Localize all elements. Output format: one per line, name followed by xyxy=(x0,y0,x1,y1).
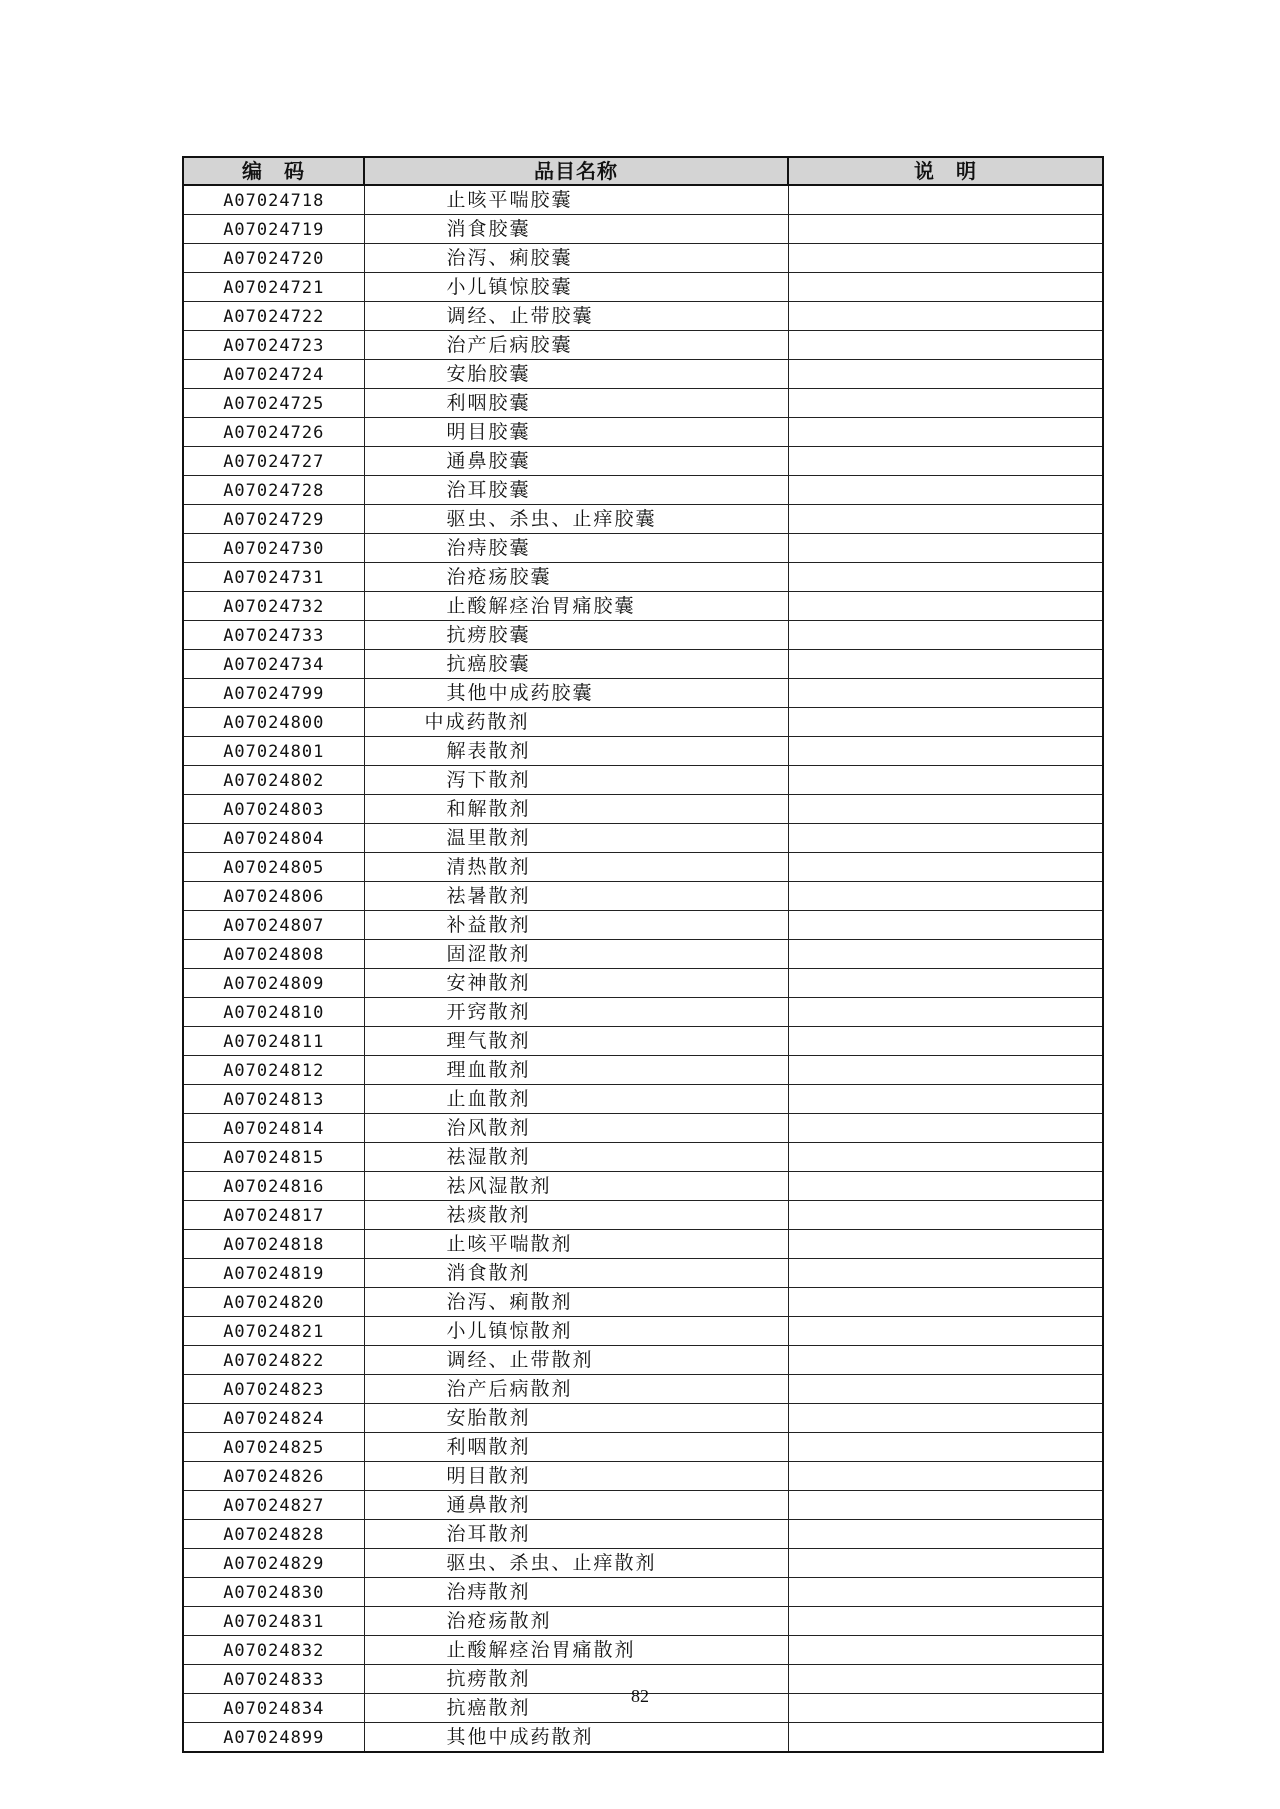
table-row xyxy=(183,1056,1103,1085)
catalog-table xyxy=(182,156,1104,1753)
table-row xyxy=(183,969,1103,998)
table-row xyxy=(183,621,1103,650)
table-row xyxy=(183,1462,1103,1491)
item-code: A07024826 xyxy=(183,1462,364,1491)
table-row xyxy=(183,650,1103,679)
item-code: A07024816 xyxy=(183,1172,364,1201)
item-note xyxy=(788,1723,1103,1753)
item-note xyxy=(788,592,1103,621)
item-note xyxy=(788,1085,1103,1114)
item-code: A07024824 xyxy=(183,1404,364,1433)
item-note xyxy=(788,1114,1103,1143)
item-name: 抗痨胶囊 xyxy=(364,621,788,650)
table-row xyxy=(183,1259,1103,1288)
table-row xyxy=(183,1578,1103,1607)
item-name: 治痔胶囊 xyxy=(364,534,788,563)
item-code: A07024734 xyxy=(183,650,364,679)
item-note xyxy=(788,1578,1103,1607)
table-row xyxy=(183,1433,1103,1462)
item-name: 其他中成药胶囊 xyxy=(364,679,788,708)
item-code: A07024806 xyxy=(183,882,364,911)
item-code: A07024831 xyxy=(183,1607,364,1636)
item-code: A07024819 xyxy=(183,1259,364,1288)
item-code: A07024828 xyxy=(183,1520,364,1549)
item-note xyxy=(788,911,1103,940)
item-name: 中成药散剂 xyxy=(364,708,788,737)
item-note xyxy=(788,476,1103,505)
item-name: 清热散剂 xyxy=(364,853,788,882)
item-name: 治痔散剂 xyxy=(364,1578,788,1607)
item-name: 补益散剂 xyxy=(364,911,788,940)
item-name: 安神散剂 xyxy=(364,969,788,998)
item-note xyxy=(788,1375,1103,1404)
item-name: 治风散剂 xyxy=(364,1114,788,1143)
table-row xyxy=(183,1636,1103,1665)
item-note xyxy=(788,998,1103,1027)
table-row xyxy=(183,737,1103,766)
item-note xyxy=(788,708,1103,737)
item-code: A07024825 xyxy=(183,1433,364,1462)
table-row xyxy=(183,795,1103,824)
table-row xyxy=(183,389,1103,418)
table-row xyxy=(183,940,1103,969)
table-row xyxy=(183,534,1103,563)
item-name: 治产后病散剂 xyxy=(364,1375,788,1404)
table-row xyxy=(183,1607,1103,1636)
item-note xyxy=(788,215,1103,244)
item-note xyxy=(788,1607,1103,1636)
table-row xyxy=(183,418,1103,447)
item-note xyxy=(788,650,1103,679)
item-name: 安胎散剂 xyxy=(364,1404,788,1433)
item-name: 治耳胶囊 xyxy=(364,476,788,505)
item-note xyxy=(788,824,1103,853)
item-name: 祛暑散剂 xyxy=(364,882,788,911)
table-row xyxy=(183,998,1103,1027)
item-code: A07024821 xyxy=(183,1317,364,1346)
page-number: 82 xyxy=(631,1686,649,1706)
item-name: 和解散剂 xyxy=(364,795,788,824)
item-code: A07024803 xyxy=(183,795,364,824)
item-note xyxy=(788,969,1103,998)
item-note xyxy=(788,882,1103,911)
item-code: A07024720 xyxy=(183,244,364,273)
item-code: A07024833 xyxy=(183,1665,364,1694)
item-note xyxy=(788,505,1103,534)
item-note xyxy=(788,244,1103,273)
table-body xyxy=(183,185,1103,1752)
item-note xyxy=(788,766,1103,795)
item-note xyxy=(788,1404,1103,1433)
item-code: A07024808 xyxy=(183,940,364,969)
item-note xyxy=(788,185,1103,215)
item-note xyxy=(788,1056,1103,1085)
item-code: A07024810 xyxy=(183,998,364,1027)
item-code: A07024811 xyxy=(183,1027,364,1056)
item-code: A07024727 xyxy=(183,447,364,476)
item-code: A07024812 xyxy=(183,1056,364,1085)
item-note xyxy=(788,389,1103,418)
item-code: A07024815 xyxy=(183,1143,364,1172)
header-name: 品目名称 xyxy=(364,157,788,185)
table-row xyxy=(183,1723,1103,1753)
item-name: 抗癌胶囊 xyxy=(364,650,788,679)
item-note xyxy=(788,1288,1103,1317)
item-code: A07024830 xyxy=(183,1578,364,1607)
item-name: 开窍散剂 xyxy=(364,998,788,1027)
item-name: 治疮疡散剂 xyxy=(364,1607,788,1636)
item-name: 止酸解痉治胃痛胶囊 xyxy=(364,592,788,621)
table-row xyxy=(183,1230,1103,1259)
item-code: A07024818 xyxy=(183,1230,364,1259)
table-row xyxy=(183,708,1103,737)
table-row xyxy=(183,1172,1103,1201)
item-note xyxy=(788,1549,1103,1578)
table-row xyxy=(183,302,1103,331)
table-row xyxy=(183,679,1103,708)
item-name: 小儿镇惊散剂 xyxy=(364,1317,788,1346)
item-code: A07024719 xyxy=(183,215,364,244)
item-note xyxy=(788,1346,1103,1375)
table-row xyxy=(183,766,1103,795)
table-row xyxy=(183,215,1103,244)
table-row xyxy=(183,1375,1103,1404)
header-note: 说 明 xyxy=(788,157,1103,185)
item-note xyxy=(788,1172,1103,1201)
table-row xyxy=(183,1027,1103,1056)
item-code: A07024820 xyxy=(183,1288,364,1317)
item-name: 调经、止带散剂 xyxy=(364,1346,788,1375)
item-code: A07024817 xyxy=(183,1201,364,1230)
item-note xyxy=(788,563,1103,592)
item-note xyxy=(788,1201,1103,1230)
item-name: 止咳平喘散剂 xyxy=(364,1230,788,1259)
item-note xyxy=(788,853,1103,882)
table-row xyxy=(183,824,1103,853)
item-code: A07024731 xyxy=(183,563,364,592)
item-name: 利咽散剂 xyxy=(364,1433,788,1462)
item-name: 治泻、痢胶囊 xyxy=(364,244,788,273)
table-row xyxy=(183,185,1103,215)
item-note xyxy=(788,302,1103,331)
item-code: A07024899 xyxy=(183,1723,364,1753)
item-name: 小儿镇惊胶囊 xyxy=(364,273,788,302)
item-name: 抗痨散剂 xyxy=(364,1665,788,1694)
item-code: A07024814 xyxy=(183,1114,364,1143)
item-name: 治产后病胶囊 xyxy=(364,331,788,360)
item-code: A07024799 xyxy=(183,679,364,708)
item-code: A07024827 xyxy=(183,1491,364,1520)
item-note xyxy=(788,360,1103,389)
item-code: A07024728 xyxy=(183,476,364,505)
item-code: A07024832 xyxy=(183,1636,364,1665)
table-row xyxy=(183,1317,1103,1346)
item-code: A07024813 xyxy=(183,1085,364,1114)
item-name: 解表散剂 xyxy=(364,737,788,766)
table-row xyxy=(183,1520,1103,1549)
table-row xyxy=(183,1288,1103,1317)
item-code: A07024829 xyxy=(183,1549,364,1578)
item-note xyxy=(788,273,1103,302)
item-name: 治耳散剂 xyxy=(364,1520,788,1549)
table-row xyxy=(183,1491,1103,1520)
item-note xyxy=(788,940,1103,969)
table-header-row xyxy=(183,157,1103,185)
item-code: A07024801 xyxy=(183,737,364,766)
item-code: A07024804 xyxy=(183,824,364,853)
table-row xyxy=(183,592,1103,621)
table-row xyxy=(183,360,1103,389)
item-name: 泻下散剂 xyxy=(364,766,788,795)
item-note xyxy=(788,1027,1103,1056)
item-code: A07024732 xyxy=(183,592,364,621)
item-name: 治泻、痢散剂 xyxy=(364,1288,788,1317)
item-note xyxy=(788,737,1103,766)
table-row xyxy=(183,1085,1103,1114)
table-row xyxy=(183,1143,1103,1172)
item-name: 温里散剂 xyxy=(364,824,788,853)
item-note xyxy=(788,447,1103,476)
item-code: A07024722 xyxy=(183,302,364,331)
table-row xyxy=(183,1201,1103,1230)
table-row xyxy=(183,447,1103,476)
item-code: A07024822 xyxy=(183,1346,364,1375)
item-name: 理气散剂 xyxy=(364,1027,788,1056)
item-code: A07024805 xyxy=(183,853,364,882)
item-name: 消食胶囊 xyxy=(364,215,788,244)
item-name: 治疮疡胶囊 xyxy=(364,563,788,592)
table-row xyxy=(183,331,1103,360)
item-name: 通鼻胶囊 xyxy=(364,447,788,476)
item-name: 驱虫、杀虫、止痒胶囊 xyxy=(364,505,788,534)
table-row xyxy=(183,273,1103,302)
item-code: A07024807 xyxy=(183,911,364,940)
item-note xyxy=(788,1230,1103,1259)
table-row xyxy=(183,476,1103,505)
item-name: 固涩散剂 xyxy=(364,940,788,969)
table-row xyxy=(183,505,1103,534)
item-name: 明目胶囊 xyxy=(364,418,788,447)
item-note xyxy=(788,1433,1103,1462)
item-name: 止酸解痉治胃痛散剂 xyxy=(364,1636,788,1665)
item-note xyxy=(788,621,1103,650)
item-note xyxy=(788,1491,1103,1520)
item-code: A07024823 xyxy=(183,1375,364,1404)
item-name: 抗癌散剂 xyxy=(364,1694,788,1723)
item-note xyxy=(788,1143,1103,1172)
item-code: A07024802 xyxy=(183,766,364,795)
item-name: 调经、止带胶囊 xyxy=(364,302,788,331)
item-name: 止血散剂 xyxy=(364,1085,788,1114)
item-note xyxy=(788,418,1103,447)
item-note xyxy=(788,1636,1103,1665)
item-name: 其他中成药散剂 xyxy=(364,1723,788,1753)
item-code: A07024726 xyxy=(183,418,364,447)
item-code: A07024800 xyxy=(183,708,364,737)
header-code: 编 码 xyxy=(183,157,364,185)
item-name: 消食散剂 xyxy=(364,1259,788,1288)
item-name: 理血散剂 xyxy=(364,1056,788,1085)
item-name: 止咳平喘胶囊 xyxy=(364,185,788,215)
item-name: 利咽胶囊 xyxy=(364,389,788,418)
item-code: A07024721 xyxy=(183,273,364,302)
item-name: 驱虫、杀虫、止痒散剂 xyxy=(364,1549,788,1578)
table-row xyxy=(183,853,1103,882)
item-code: A07024730 xyxy=(183,534,364,563)
item-note xyxy=(788,1462,1103,1491)
item-note xyxy=(788,1317,1103,1346)
item-code: A07024724 xyxy=(183,360,364,389)
item-code: A07024723 xyxy=(183,331,364,360)
item-code: A07024729 xyxy=(183,505,364,534)
table-row xyxy=(183,563,1103,592)
item-note xyxy=(788,1259,1103,1288)
item-name: 明目散剂 xyxy=(364,1462,788,1491)
item-name: 祛痰散剂 xyxy=(364,1201,788,1230)
table-row xyxy=(183,1346,1103,1375)
item-name: 祛风湿散剂 xyxy=(364,1172,788,1201)
table-row xyxy=(183,1404,1103,1433)
table-row xyxy=(183,882,1103,911)
item-name: 安胎胶囊 xyxy=(364,360,788,389)
table-row xyxy=(183,1114,1103,1143)
item-code: A07024733 xyxy=(183,621,364,650)
table-row xyxy=(183,1549,1103,1578)
item-code: A07024809 xyxy=(183,969,364,998)
item-code: A07024725 xyxy=(183,389,364,418)
item-note xyxy=(788,331,1103,360)
item-name: 通鼻散剂 xyxy=(364,1491,788,1520)
item-note xyxy=(788,795,1103,824)
item-code: A07024718 xyxy=(183,185,364,215)
table-row xyxy=(183,244,1103,273)
item-note xyxy=(788,1520,1103,1549)
item-code: A07024834 xyxy=(183,1694,364,1723)
item-name: 祛湿散剂 xyxy=(364,1143,788,1172)
item-note xyxy=(788,534,1103,563)
table-row xyxy=(183,911,1103,940)
item-note xyxy=(788,679,1103,708)
